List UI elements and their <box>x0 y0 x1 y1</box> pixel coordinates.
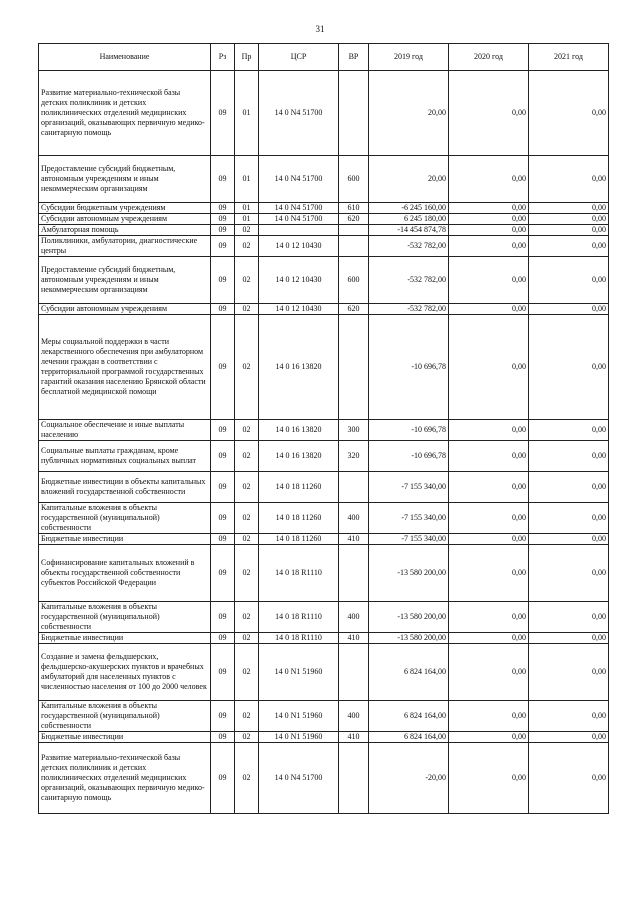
cell-name: Амбулаторная помощь <box>39 225 211 236</box>
cell-vr <box>339 472 369 503</box>
cell-pr: 02 <box>235 441 259 472</box>
cell-2020: 0,00 <box>449 315 529 420</box>
cell-name: Социальное обеспечение и иные выплаты населению <box>39 420 211 441</box>
cell-rz: 09 <box>211 503 235 534</box>
cell-vr <box>339 743 369 814</box>
table-row <box>39 236 609 257</box>
cell-name: Бюджетные инвестиции в объекты капитальных вложений государственной собственности <box>39 472 211 503</box>
cell-name: Субсидии автономным учреждениям <box>39 214 211 225</box>
table-row <box>39 225 609 236</box>
table-row <box>39 534 609 545</box>
cell-vr: 410 <box>339 534 369 545</box>
header-name: Наименование <box>39 44 211 71</box>
cell-csr: 14 0 18 R1110 <box>259 633 339 644</box>
cell-csr: 14 0 12 10430 <box>259 304 339 315</box>
cell-name: Меры социальной поддержки в части лекарственного обеспечения при амбулаторном лечении граждан в соответствии с территориальной программой государственных гарантий оказания населению Брянской области бесплатной медицинской помощи <box>39 315 211 420</box>
cell-rz: 09 <box>211 644 235 701</box>
cell-2020: 0,00 <box>449 602 529 633</box>
cell-2019: -14 454 874,78 <box>369 225 449 236</box>
cell-pr: 01 <box>235 156 259 203</box>
cell-pr: 02 <box>235 743 259 814</box>
cell-2020: 0,00 <box>449 534 529 545</box>
table-row <box>39 71 609 156</box>
cell-2019: 6 824 164,00 <box>369 644 449 701</box>
cell-2020: 0,00 <box>449 644 529 701</box>
cell-csr: 14 0 18 R1110 <box>259 545 339 602</box>
cell-rz: 09 <box>211 304 235 315</box>
cell-rz: 09 <box>211 315 235 420</box>
table-header-row <box>39 44 609 71</box>
header-2020: 2020 год <box>449 44 529 71</box>
cell-rz: 09 <box>211 156 235 203</box>
cell-2020: 0,00 <box>449 701 529 732</box>
cell-2020: 0,00 <box>449 236 529 257</box>
cell-vr: 300 <box>339 420 369 441</box>
cell-2021: 0,00 <box>529 701 609 732</box>
cell-vr: 610 <box>339 203 369 214</box>
page-number: 31 <box>315 24 325 34</box>
cell-name: Предоставление субсидий бюджетным, автономным учреждениям и иным некоммерческим организациям <box>39 156 211 203</box>
cell-name: Бюджетные инвестиции <box>39 633 211 644</box>
cell-csr: 14 0 16 13820 <box>259 441 339 472</box>
cell-2020: 0,00 <box>449 472 529 503</box>
cell-vr: 400 <box>339 602 369 633</box>
cell-rz: 09 <box>211 633 235 644</box>
cell-csr: 14 0 N1 51960 <box>259 644 339 701</box>
cell-2021: 0,00 <box>529 420 609 441</box>
cell-csr <box>259 225 339 236</box>
cell-rz: 09 <box>211 203 235 214</box>
cell-rz: 09 <box>211 602 235 633</box>
table-row <box>39 214 609 225</box>
cell-pr: 02 <box>235 534 259 545</box>
cell-2020: 0,00 <box>449 633 529 644</box>
cell-2021: 0,00 <box>529 225 609 236</box>
cell-csr: 14 0 12 10430 <box>259 236 339 257</box>
cell-2019: -532 782,00 <box>369 304 449 315</box>
cell-vr: 410 <box>339 633 369 644</box>
table-row <box>39 743 609 814</box>
cell-vr: 400 <box>339 503 369 534</box>
cell-vr: 620 <box>339 214 369 225</box>
cell-rz: 09 <box>211 472 235 503</box>
cell-csr: 14 0 18 11260 <box>259 503 339 534</box>
cell-2021: 0,00 <box>529 633 609 644</box>
cell-2021: 0,00 <box>529 304 609 315</box>
cell-pr: 02 <box>235 420 259 441</box>
cell-2021: 0,00 <box>529 236 609 257</box>
cell-name: Капитальные вложения в объекты государственной (муниципальной) собственности <box>39 701 211 732</box>
cell-vr: 320 <box>339 441 369 472</box>
cell-vr <box>339 545 369 602</box>
cell-vr <box>339 236 369 257</box>
table-row <box>39 732 609 743</box>
cell-rz: 09 <box>211 236 235 257</box>
cell-name: Развитие материально-технической базы детских поликлиник и детских поликлинических отделений медицинских организаций, оказывающих первичную медико-санитарную помощь <box>39 71 211 156</box>
cell-2019: -20,00 <box>369 743 449 814</box>
cell-pr: 02 <box>235 633 259 644</box>
table-row <box>39 545 609 602</box>
cell-2020: 0,00 <box>449 71 529 156</box>
cell-rz: 09 <box>211 732 235 743</box>
cell-2019: -532 782,00 <box>369 236 449 257</box>
table-row <box>39 644 609 701</box>
cell-2021: 0,00 <box>529 644 609 701</box>
cell-pr: 02 <box>235 503 259 534</box>
header-pr: Пр <box>235 44 259 71</box>
cell-name: Развитие материально-технической базы детских поликлиник и детских поликлинических отделений медицинских организаций, оказывающих первичную медико-санитарную помощь <box>39 743 211 814</box>
cell-rz: 09 <box>211 214 235 225</box>
header-vr: ВР <box>339 44 369 71</box>
cell-2021: 0,00 <box>529 441 609 472</box>
table-row <box>39 472 609 503</box>
cell-csr: 14 0 N4 51700 <box>259 214 339 225</box>
cell-csr: 14 0 18 R1110 <box>259 602 339 633</box>
cell-2021: 0,00 <box>529 732 609 743</box>
cell-pr: 02 <box>235 732 259 743</box>
table-row <box>39 602 609 633</box>
cell-2019: -7 155 340,00 <box>369 472 449 503</box>
table-row <box>39 203 609 214</box>
cell-vr <box>339 644 369 701</box>
cell-pr: 01 <box>235 71 259 156</box>
cell-pr: 02 <box>235 602 259 633</box>
header-2021: 2021 год <box>529 44 609 71</box>
cell-2021: 0,00 <box>529 71 609 156</box>
header-rz: Рз <box>211 44 235 71</box>
table-row <box>39 633 609 644</box>
budget-table <box>38 43 609 814</box>
cell-rz: 09 <box>211 743 235 814</box>
cell-vr: 400 <box>339 701 369 732</box>
cell-2019: -10 696,78 <box>369 441 449 472</box>
cell-2019: 6 824 164,00 <box>369 701 449 732</box>
cell-name: Создание и замена фельдшерских, фельдшерско-акушерских пунктов и врачебных амбулаторий для населенных пунктов с численностью населения от 100 до 2000 человек <box>39 644 211 701</box>
cell-2019: -10 696,78 <box>369 315 449 420</box>
cell-2019: 20,00 <box>369 71 449 156</box>
cell-2021: 0,00 <box>529 545 609 602</box>
header-2019: 2019 год <box>369 44 449 71</box>
cell-rz: 09 <box>211 257 235 304</box>
cell-csr: 14 0 N1 51960 <box>259 732 339 743</box>
cell-2019: 6 824 164,00 <box>369 732 449 743</box>
cell-2020: 0,00 <box>449 545 529 602</box>
cell-2020: 0,00 <box>449 732 529 743</box>
cell-2020: 0,00 <box>449 257 529 304</box>
cell-name: Капитальные вложения в объекты государственной (муниципальной) собственности <box>39 602 211 633</box>
table-row <box>39 304 609 315</box>
cell-pr: 02 <box>235 236 259 257</box>
cell-2020: 0,00 <box>449 214 529 225</box>
table-row <box>39 503 609 534</box>
cell-name: Социальные выплаты гражданам, кроме публичных нормативных социальных выплат <box>39 441 211 472</box>
cell-csr: 14 0 N4 51700 <box>259 71 339 156</box>
cell-2019: 20,00 <box>369 156 449 203</box>
table-row <box>39 156 609 203</box>
table-row <box>39 315 609 420</box>
cell-2021: 0,00 <box>529 534 609 545</box>
cell-2021: 0,00 <box>529 203 609 214</box>
cell-pr: 02 <box>235 304 259 315</box>
cell-2019: -6 245 160,00 <box>369 203 449 214</box>
cell-pr: 02 <box>235 257 259 304</box>
cell-csr: 14 0 N4 51700 <box>259 743 339 814</box>
cell-name: Субсидии автономным учреждениям <box>39 304 211 315</box>
table-body <box>39 71 609 814</box>
cell-vr: 600 <box>339 156 369 203</box>
cell-vr <box>339 71 369 156</box>
cell-2019: -13 580 200,00 <box>369 633 449 644</box>
table-row <box>39 701 609 732</box>
cell-csr: 14 0 N1 51960 <box>259 701 339 732</box>
cell-rz: 09 <box>211 441 235 472</box>
table-row <box>39 441 609 472</box>
cell-2019: -7 155 340,00 <box>369 503 449 534</box>
cell-2020: 0,00 <box>449 441 529 472</box>
cell-2020: 0,00 <box>449 225 529 236</box>
cell-name: Бюджетные инвестиции <box>39 732 211 743</box>
cell-name: Поликлиники, амбулатории, диагностические центры <box>39 236 211 257</box>
cell-rz: 09 <box>211 534 235 545</box>
cell-pr: 02 <box>235 225 259 236</box>
cell-vr: 620 <box>339 304 369 315</box>
cell-pr: 02 <box>235 472 259 503</box>
cell-csr: 14 0 16 13820 <box>259 315 339 420</box>
cell-pr: 01 <box>235 203 259 214</box>
cell-2021: 0,00 <box>529 743 609 814</box>
cell-2020: 0,00 <box>449 420 529 441</box>
table-row <box>39 257 609 304</box>
cell-pr: 02 <box>235 644 259 701</box>
cell-2020: 0,00 <box>449 743 529 814</box>
cell-2020: 0,00 <box>449 203 529 214</box>
table-row <box>39 420 609 441</box>
cell-2020: 0,00 <box>449 503 529 534</box>
header-csr: ЦСР <box>259 44 339 71</box>
cell-pr: 02 <box>235 545 259 602</box>
cell-vr <box>339 315 369 420</box>
cell-rz: 09 <box>211 71 235 156</box>
cell-csr: 14 0 18 11260 <box>259 534 339 545</box>
cell-csr: 14 0 18 11260 <box>259 472 339 503</box>
cell-rz: 09 <box>211 225 235 236</box>
cell-rz: 09 <box>211 701 235 732</box>
cell-name: Бюджетные инвестиции <box>39 534 211 545</box>
cell-2021: 0,00 <box>529 503 609 534</box>
cell-pr: 02 <box>235 701 259 732</box>
cell-2020: 0,00 <box>449 156 529 203</box>
cell-2021: 0,00 <box>529 156 609 203</box>
cell-2019: -532 782,00 <box>369 257 449 304</box>
cell-2021: 0,00 <box>529 214 609 225</box>
cell-2019: 6 245 180,00 <box>369 214 449 225</box>
cell-name: Субсидии бюджетным учреждениям <box>39 203 211 214</box>
cell-rz: 09 <box>211 420 235 441</box>
cell-2019: -7 155 340,00 <box>369 534 449 545</box>
cell-rz: 09 <box>211 545 235 602</box>
cell-name: Капитальные вложения в объекты государственной (муниципальной) собственности <box>39 503 211 534</box>
cell-vr: 600 <box>339 257 369 304</box>
cell-2021: 0,00 <box>529 602 609 633</box>
cell-pr: 02 <box>235 315 259 420</box>
cell-name: Софинансирование капитальных вложений в объекты государственной собственности субъектов Российской Федерации <box>39 545 211 602</box>
cell-2020: 0,00 <box>449 304 529 315</box>
cell-2019: -10 696,78 <box>369 420 449 441</box>
cell-csr: 14 0 N4 51700 <box>259 156 339 203</box>
cell-vr: 410 <box>339 732 369 743</box>
cell-2021: 0,00 <box>529 315 609 420</box>
cell-pr: 01 <box>235 214 259 225</box>
cell-2019: -13 580 200,00 <box>369 545 449 602</box>
cell-2019: -13 580 200,00 <box>369 602 449 633</box>
cell-name: Предоставление субсидий бюджетным, автономным учреждениям и иным некоммерческим организациям <box>39 257 211 304</box>
cell-csr: 14 0 12 10430 <box>259 257 339 304</box>
cell-2021: 0,00 <box>529 472 609 503</box>
cell-csr: 14 0 N4 51700 <box>259 203 339 214</box>
cell-2021: 0,00 <box>529 257 609 304</box>
cell-vr <box>339 225 369 236</box>
cell-csr: 14 0 16 13820 <box>259 420 339 441</box>
